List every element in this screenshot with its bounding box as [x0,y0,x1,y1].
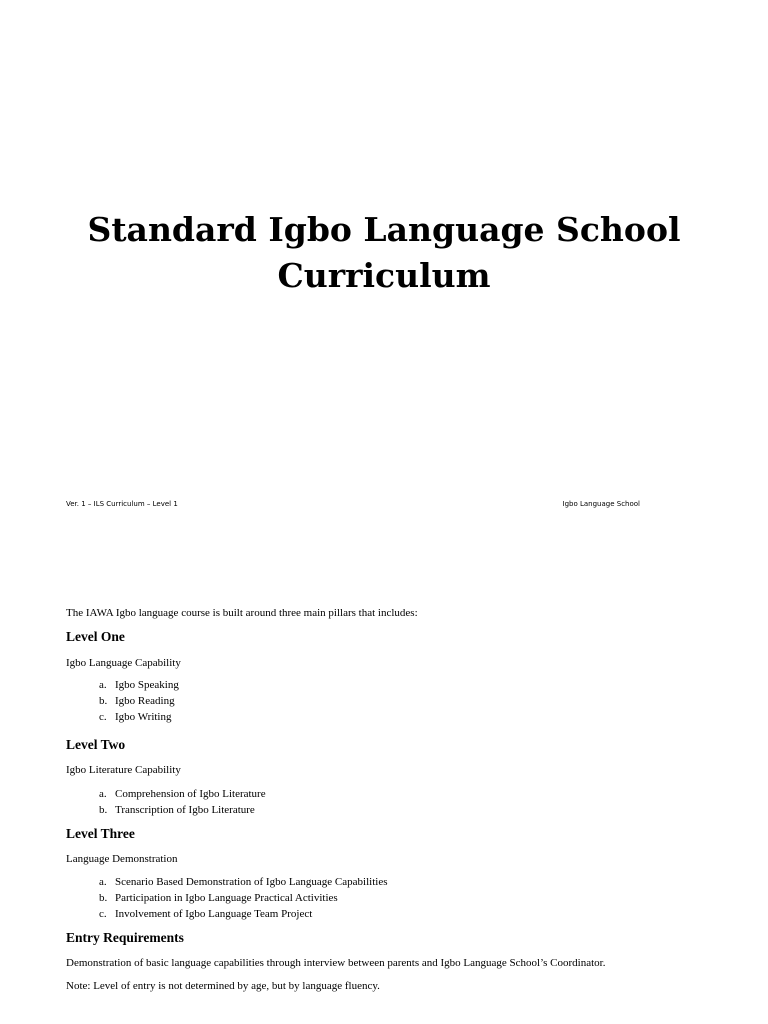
list-item [99,786,266,802]
intro-paragraph: The IAWA Igbo language course is built around three main pillars that includes: [66,607,418,619]
list-marker: a. [99,876,107,888]
footer-version-label: Ver. 1 – ILS Curriculum – Level 1 [66,500,178,508]
level-two-list [99,786,266,818]
list-item-text: Transcription of Igbo Literature [115,804,255,816]
list-marker: b. [99,892,108,904]
list-item [99,693,179,709]
list-marker: a. [99,679,107,691]
level-two-subheading: Igbo Literature Capability [66,764,181,776]
entry-requirements-heading: Entry Requirements [66,930,184,945]
level-one-list [99,677,179,725]
level-one-subheading: Igbo Language Capability [66,657,181,669]
list-item-text: Igbo Reading [115,695,175,707]
list-item [99,802,266,818]
list-item-text: Scenario Based Demonstration of Igbo Language Capabilities [115,876,388,888]
list-item-text: Igbo Speaking [115,679,179,691]
list-item [99,890,387,906]
level-three-heading: Level Three [66,826,135,841]
level-three-list [99,874,387,922]
list-item [99,874,387,890]
list-item [99,677,179,693]
level-two-heading: Level Two [66,737,126,752]
document-title: Standard Igbo Language School Curriculum [87,210,681,295]
footer-school-label: Igbo Language School [562,500,640,508]
level-one-heading: Level One [66,629,125,644]
entry-note: Note: Level of entry is not determined by age, but by language fluency. [66,980,380,992]
list-marker: b. [99,695,108,707]
list-marker: c. [99,908,107,920]
list-marker: a. [99,788,107,800]
list-marker: c. [99,711,107,723]
list-item [99,906,387,922]
list-item-text: Participation in Igbo Language Practical Activities [115,892,338,904]
list-item [99,709,179,725]
list-item-text: Involvement of Igbo Language Team Project [115,908,313,920]
list-marker: b. [99,804,108,816]
list-item-text: Comprehension of Igbo Literature [115,788,266,800]
entry-requirements-text: Demonstration of basic language capabilities through interview between parents and Igbo Language School’s Coordinator. [66,957,606,969]
level-three-subheading: Language Demonstration [66,853,178,865]
list-item-text: Igbo Writing [115,711,172,723]
